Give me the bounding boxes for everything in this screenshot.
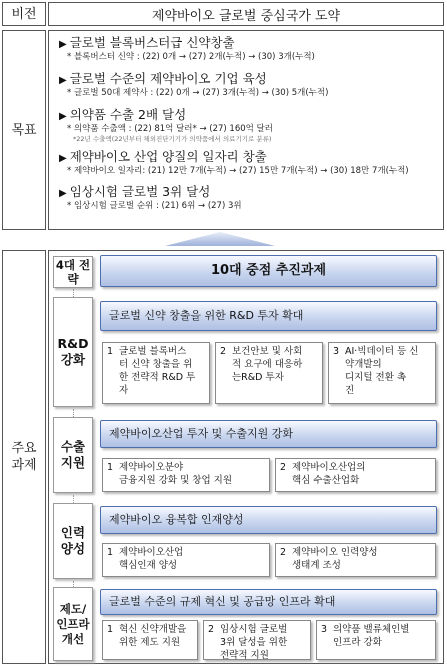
category-rnd: R&D 강화: [53, 297, 93, 407]
task-item: [102, 620, 198, 660]
connector-line: [73, 289, 74, 297]
goals-panel: [48, 30, 444, 230]
triangle-bullet-icon: ▶: [59, 39, 67, 50]
down-arrow-icon: [165, 230, 275, 246]
task-number: 1: [107, 624, 114, 635]
goal-title: ▶ 의약품 수출 2배 달성: [59, 107, 187, 122]
triangle-bullet-icon: ▶: [59, 188, 67, 199]
task-number: 1: [107, 547, 114, 558]
goal-sub: * 글로벌 50대 제약사 : (22) 0개 → (27) 3개(누적) → (30) 5개(누적): [67, 88, 329, 98]
task-text: 혁신 신약개발을 위한 제도 지원: [119, 624, 187, 648]
section-bar: 제약바이오산업 투자 및 수출지원 강화: [100, 420, 437, 448]
connector-line: [73, 495, 74, 503]
task-text: 글로벌 블록버스 터 신약 창출을 위 한 전략적 R&D 투 자: [119, 346, 196, 396]
goal-item: [59, 150, 443, 177]
task-number: 2: [280, 462, 287, 473]
task-item: [316, 620, 436, 660]
triangle-bullet-icon: ▶: [59, 111, 67, 122]
task-text: 의약품 밸류체인별 인프라 강화: [333, 624, 410, 648]
task-item: [102, 543, 270, 577]
task-item: [203, 620, 311, 660]
task-item: [215, 342, 323, 404]
category-export: 수출 지원: [53, 417, 93, 493]
task-item: [328, 342, 436, 404]
goal-item: [59, 72, 443, 99]
task-text: AI·빅데이터 등 신 약개발의 디지털 전환 촉 진: [345, 346, 419, 396]
goal-sub: * 의약품 수출액 : (22) 81억 달러* → (27) 160억 달러: [67, 124, 273, 134]
task-number: 2: [220, 346, 227, 357]
goal-sub: * 제약바이오 일자리: (21) 12만 7개(누적) → (27) 15만 7개(누적) → (30) 18만 7개(누적): [67, 166, 409, 176]
section-bar: 글로벌 수준의 규제 혁신 및 공급망 인프라 확대: [100, 589, 437, 615]
goal-title: ▶ 글로벌 블록버스터급 신약창출: [59, 35, 235, 50]
tasks-header: 10대 중점 추진과제: [100, 255, 437, 287]
task-item: [275, 458, 436, 492]
task-text: 제약바이오산업의 핵심 수출산업화: [292, 462, 366, 486]
goal-title: ▶ 임상시험 글로벌 3위 달성: [59, 184, 211, 199]
task-text: 제약바이오 인력양성 생태계 조성: [292, 547, 378, 571]
triangle-bullet-icon: ▶: [59, 153, 67, 164]
category-regulation: 제도/ 인프라 개선: [53, 587, 93, 661]
task-number: 3: [321, 624, 328, 635]
vision-text: 제약바이오 글로벌 중심국가 도약: [48, 2, 444, 26]
section-bar: 글로벌 신약 창출을 위한 R&D 투자 확대: [100, 301, 437, 331]
triangle-bullet-icon: ▶: [59, 75, 67, 86]
goal-note: *22년 수출액(22년부터 체외진단기기가 의약품에서 의료기기로 분류): [73, 135, 272, 143]
task-number: 2: [208, 624, 215, 635]
task-number: 1: [107, 462, 114, 473]
task-text: 제약바이오산업 핵심인재 양성: [119, 547, 184, 571]
goal-sub: * 블록버스터 신약 : (22) 0개 → (27) 2개(누적) → (30) 3개(누적): [67, 52, 315, 62]
strategy-label: 4대 전략: [53, 256, 93, 288]
task-item: [102, 458, 270, 492]
task-text: 보건안보 및 사회 적 요구에 대응하 는R&D 투자: [232, 346, 303, 383]
tasks-label: 주요 과제: [2, 250, 46, 664]
task-number: 1: [107, 346, 114, 357]
category-talent: 인력 양성: [53, 503, 93, 579]
goal-title: ▶ 글로벌 수준의 제약바이오 기업 육성: [59, 71, 267, 86]
task-item: [275, 543, 436, 577]
goal-sub: * 임상시험 글로벌 순위 : (21) 6위 → (27) 3위: [67, 201, 242, 211]
goal-item: [59, 36, 443, 63]
task-number: 3: [333, 346, 340, 357]
task-number: 2: [280, 547, 287, 558]
section-bar: 제약바이오 융복합 인재양성: [100, 506, 437, 534]
goal-title: ▶ 제약바이오 산업 양질의 일자리 창출: [59, 149, 267, 164]
connector-line: [73, 409, 74, 417]
task-item: [102, 342, 210, 404]
goals-label: 목표: [2, 30, 46, 230]
goal-item: [59, 108, 443, 144]
task-text: 임상시험 글로벌 3위 달성을 위한 전략적 지원: [220, 624, 288, 661]
vision-label: 비전: [2, 2, 46, 26]
goal-item: [59, 185, 443, 212]
task-text: 제약바이오분야 금융지원 강화 및 창업 지원: [119, 462, 233, 486]
